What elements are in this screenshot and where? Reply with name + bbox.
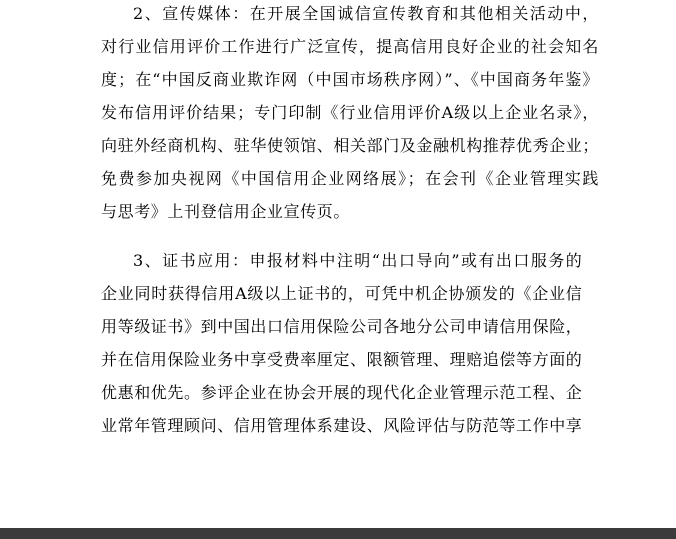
text-line: 2、宣传媒体：在开展全国诚信宣传教育和其他相关活动中，: [133, 4, 600, 23]
paragraph-certificate-application: [101, 244, 582, 442]
text-line: 向驻外经商机构、驻华使领馆、相关部门及金融机构推荐优秀企业；: [101, 136, 600, 155]
text-line: 用等级证书》到中国出口信用保险公司各地分公司申请信用保险，: [101, 317, 583, 336]
text-line: 并在信用保险业务中享受费率厘定、限额管理、理赔追偿等方面的: [101, 350, 583, 369]
text-line: 对行业信用评价工作进行广泛宣传，提高信用良好企业的社会知名: [101, 37, 600, 56]
text-line: 度；在“中国反商业欺诈网（中国市场秩序网）”、《中国商务年鉴》: [101, 70, 600, 89]
text-line: 优惠和优先。参评企业在协会开展的现代化企业管理示范工程、企: [101, 383, 583, 402]
paragraph-publicity-media: [101, 0, 599, 228]
page-bottom-bar: [0, 528, 676, 539]
text-line: 3、证书应用：申报材料中注明“出口导向”或有出口服务的: [133, 251, 583, 270]
text-line: 业常年管理顾问、信用管理体系建设、风险评估与防范等工作中享: [101, 416, 583, 435]
text-line: 免费参加央视网《中国信用企业网络展》；在会刊《企业管理实践: [101, 169, 600, 188]
text-line: 与思考》上刊登信用企业宣传页。: [101, 202, 351, 221]
text-line: 企业同时获得信用A级以上证书的，可凭中机企协颁发的《企业信: [101, 284, 583, 303]
text-line: 发布信用评价结果；专门印制《行业信用评价A级以上企业名录》，: [101, 103, 600, 122]
